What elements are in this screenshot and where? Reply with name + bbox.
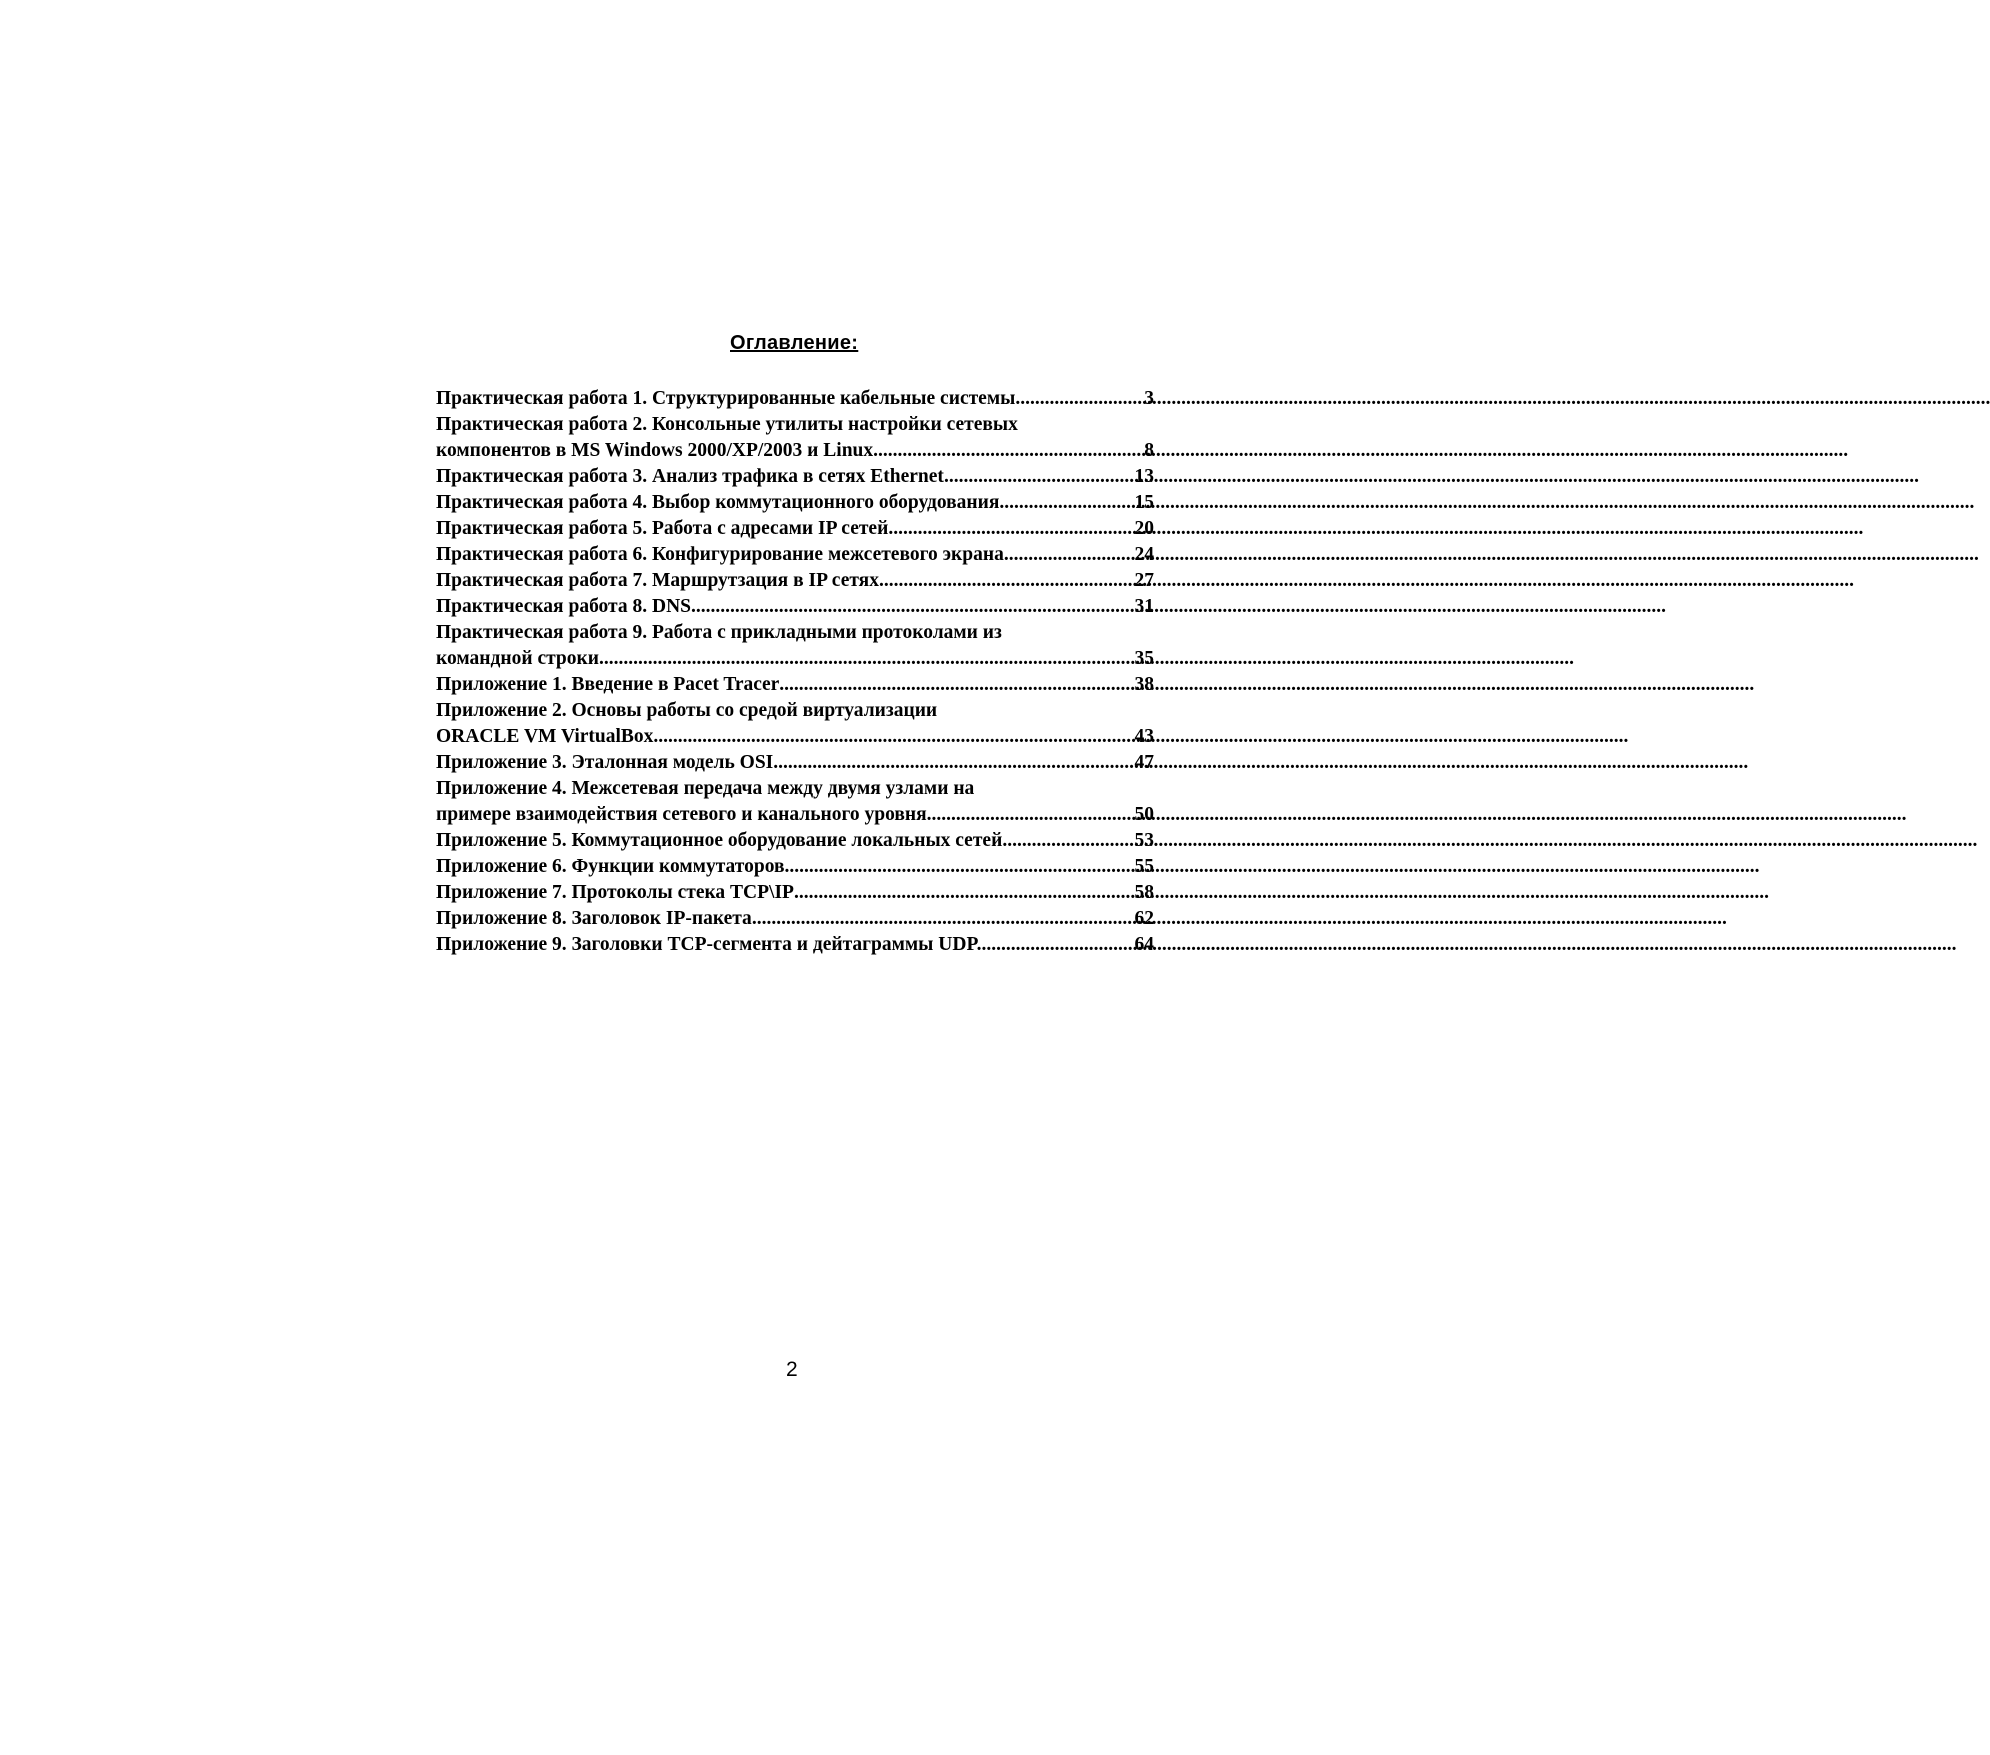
toc-entry-page: 24 (1134, 544, 1154, 565)
toc-entry-line (436, 906, 1154, 932)
toc-entry-title: Приложение 6. Функции коммутаторов (436, 856, 785, 877)
toc-leader-dots (752, 906, 1132, 932)
toc-entry-line (436, 698, 1154, 724)
toc-entry-title: Практическая работа 9. Работа с прикладными протоколами из (436, 622, 1002, 643)
toc-entry-title: Практическая работа 3. Анализ трафика в сетях Ethernet (436, 466, 944, 487)
toc-entry[interactable] (436, 542, 1154, 568)
toc-entry[interactable] (436, 620, 1154, 672)
toc-heading: Оглавление: (730, 332, 859, 354)
toc-entry[interactable] (436, 464, 1154, 490)
toc-entry-page: 47 (1134, 752, 1154, 773)
toc-entry[interactable] (436, 568, 1154, 594)
toc-entry-line (436, 438, 1154, 464)
toc-entry-page: 15 (1134, 492, 1154, 513)
toc-entry-line (436, 646, 1154, 672)
toc-entry-title: Практическая работа 4. Выбор коммутационного оборудования (436, 492, 1000, 513)
toc-entry-title: Приложение 9. Заголовки TCP-сегмента и дейтаграммы UDP. (436, 934, 982, 955)
toc-list (436, 386, 1154, 958)
toc-leader-dots (944, 464, 1132, 490)
toc-leader-dots (794, 880, 1132, 906)
toc-entry-page: 64 (1134, 934, 1154, 955)
toc-entry[interactable] (436, 412, 1154, 464)
toc-entry-line (436, 750, 1154, 776)
toc-entry-title: Приложение 7. Протоколы стека TCP\IP (436, 882, 794, 903)
toc-entry-title: Практическая работа 2. Консольные утилиты настройки сетевых (436, 414, 1018, 435)
toc-entry[interactable] (436, 386, 1154, 412)
toc-entry-line (436, 724, 1154, 750)
toc-entry[interactable] (436, 854, 1154, 880)
toc-entry-line (436, 412, 1154, 438)
toc-entry-title: ORACLE VM VirtualBox (436, 726, 654, 747)
toc-entry[interactable] (436, 750, 1154, 776)
toc-entry[interactable] (436, 490, 1154, 516)
toc-leader-dots (1002, 828, 1131, 854)
toc-entry-line (436, 802, 1154, 828)
toc-leader-dots (779, 672, 1131, 698)
toc-entry-page: 3 (1144, 388, 1154, 409)
toc-entry[interactable] (436, 906, 1154, 932)
toc-entry-title: Практическая работа 1. Структурированные кабельные системы (436, 388, 1016, 409)
toc-entry-title: Приложение 4. Межсетевая передача между двумя узлами на (436, 778, 975, 799)
toc-leader-dots (932, 802, 1132, 828)
toc-entry-page: 62 (1134, 908, 1154, 929)
toc-entry-line (436, 776, 1154, 802)
toc-leader-dots (981, 932, 1131, 958)
toc-entry-line (436, 880, 1154, 906)
toc-entry-title: Приложение 2. Основы работы со средой виртуализации (436, 700, 938, 721)
toc-entry-page: 55 (1134, 856, 1154, 877)
toc-entry-title: командной строки (436, 648, 599, 669)
toc-leader-dots (773, 750, 1131, 776)
toc-entry-page: 13 (1134, 466, 1154, 487)
toc-entry-page: 31 (1134, 596, 1154, 617)
toc-leader-dots (785, 854, 1132, 880)
toc-entry-line (436, 620, 1154, 646)
toc-leader-dots (1004, 542, 1132, 568)
toc-leader-dots (999, 490, 1131, 516)
toc-entry-title: Практическая работа 8. DNS (436, 596, 692, 617)
toc-entry-line (436, 542, 1154, 568)
toc-entry-title: компонентов в MS Windows 2000/XP/2003 и Linux (436, 440, 874, 461)
toc-entry-title: Приложение 5. Коммутационное оборудование локальных сетей (436, 830, 1003, 851)
toc-entry[interactable] (436, 698, 1154, 750)
toc-entry-line (436, 490, 1154, 516)
toc-entry[interactable] (436, 594, 1154, 620)
toc-entry-title: примере взаимодействия сетевого и канального уровня. (436, 804, 932, 825)
toc-entry-line (436, 568, 1154, 594)
toc-entry-page: 43 (1134, 726, 1154, 747)
toc-entry[interactable] (436, 776, 1154, 828)
toc-entry-line (436, 594, 1154, 620)
toc-leader-dots (879, 568, 1132, 594)
toc-entry-line (436, 672, 1154, 698)
toc-entry[interactable] (436, 880, 1154, 906)
toc-entry-title: Практическая работа 7. Маршрутзация в IP сетях (436, 570, 879, 591)
page-number: 2 (786, 1358, 798, 1381)
toc-entry-title: Приложение 8. Заголовок IP-пакета (436, 908, 752, 929)
toc-entry-page: 35 (1134, 648, 1154, 669)
toc-leader-dots (691, 594, 1131, 620)
toc-entry-title: Практическая работа 6. Конфигурирование межсетевого экрана (436, 544, 1004, 565)
toc-entry-page: 53 (1134, 830, 1154, 851)
toc-entry-page: 27 (1134, 570, 1154, 591)
toc-entry-page: 8 (1144, 440, 1154, 461)
toc-entry-page: 20 (1134, 518, 1154, 539)
toc-entry-page: 50 (1134, 804, 1154, 825)
toc-entry-title: Практическая работа 5. Работа с адресами IP сетей (436, 518, 889, 539)
toc-leader-dots (653, 724, 1131, 750)
toc-entry-line (436, 854, 1154, 880)
toc-entry-title: Приложение 1. Введение в Pacet Tracer (436, 674, 780, 695)
toc-entry-line (436, 932, 1154, 958)
toc-entry[interactable] (436, 516, 1154, 542)
toc-entry-line (436, 464, 1154, 490)
toc-leader-dots (1015, 386, 1141, 412)
toc-entry-line (436, 828, 1154, 854)
toc-entry-title: Приложение 3. Эталонная модель OSI (436, 752, 774, 773)
toc-entry[interactable] (436, 672, 1154, 698)
toc-entry-page: 38 (1134, 674, 1154, 695)
toc-entry[interactable] (436, 828, 1154, 854)
toc-entry-line (436, 516, 1154, 542)
toc-leader-dots (599, 646, 1132, 672)
toc-leader-dots (888, 516, 1131, 542)
toc-entry[interactable] (436, 932, 1154, 958)
toc-entry-page: 58 (1134, 882, 1154, 903)
toc-entry-line (436, 386, 1154, 412)
toc-leader-dots (873, 438, 1141, 464)
